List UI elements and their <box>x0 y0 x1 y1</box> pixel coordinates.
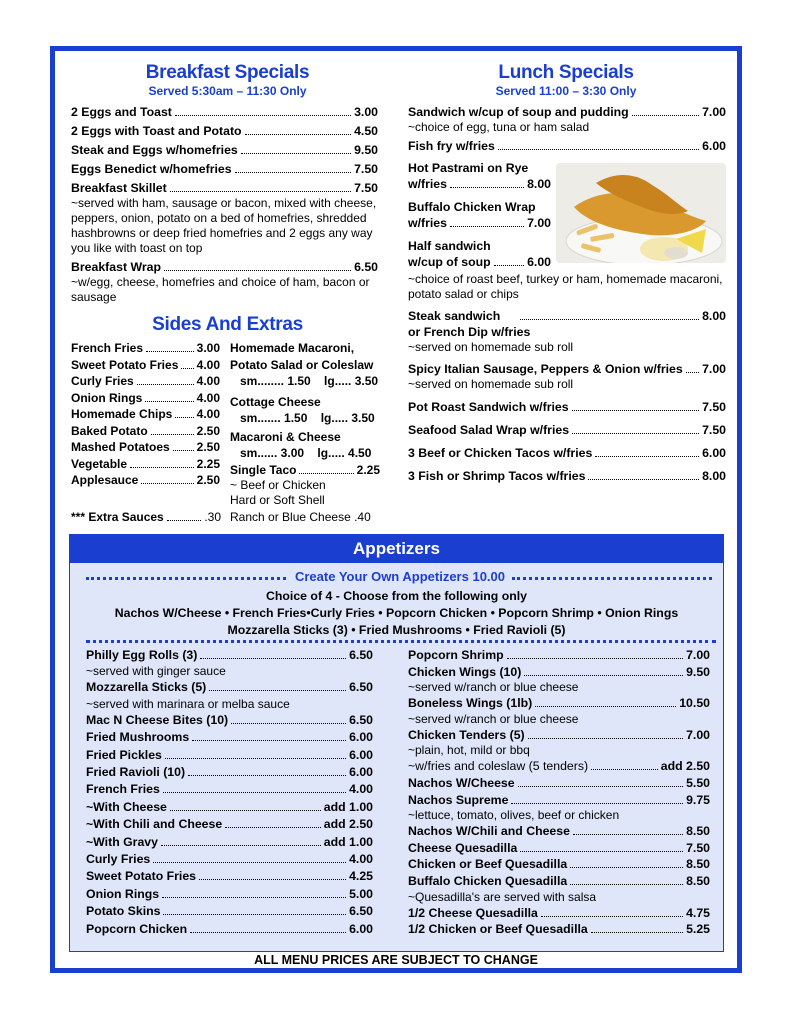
list-item <box>408 468 726 484</box>
lunch-bottom-list <box>408 274 726 484</box>
appetizers-title: Appetizers <box>353 539 440 558</box>
list-item <box>86 851 373 868</box>
list-item <box>71 259 378 275</box>
list-item <box>86 764 373 781</box>
item-name: Buffalo Chicken Quesadilla <box>408 873 568 888</box>
item-price: 5.50 <box>686 775 710 790</box>
list-item <box>408 873 710 890</box>
item-price: 4.75 <box>686 905 710 920</box>
list-item <box>71 180 378 196</box>
item-price: 7.50 <box>686 840 710 855</box>
cottage-prices: sm....... 1.50 lg..... 3.50 <box>240 411 375 425</box>
sides-left-list <box>71 340 220 489</box>
item-price: 2.50 <box>196 473 220 487</box>
item-price: 8.50 <box>686 857 710 872</box>
item-desc: ~served with ginger sauce <box>86 664 226 679</box>
item-name: Baked Potato <box>71 423 148 438</box>
list-item <box>408 792 710 809</box>
item-price: add 1.00 <box>323 799 373 814</box>
options-line-1: Nachos W/Cheese • French Fries•Curly Fries • Popcorn Chicken • Popcorn Shrimp • Onion Rings <box>114 606 679 620</box>
extra-sauces-row <box>71 510 221 525</box>
item-name: Cheese Quesadilla <box>408 840 518 855</box>
list-item <box>86 868 373 885</box>
item-price: 6.00 <box>349 921 373 936</box>
steak-row <box>408 308 726 324</box>
extra-sauces-price: .30 <box>204 510 221 524</box>
item-name: Fried Mushrooms <box>86 730 190 745</box>
fish-and-chips-image <box>556 163 726 263</box>
item-name: 2 Eggs with Toast and Potato <box>71 124 242 138</box>
breakfast-list <box>71 104 378 308</box>
list-item <box>408 399 726 415</box>
item-price: 6.00 <box>349 765 373 780</box>
list-item <box>86 647 373 664</box>
item-price: 6.00 <box>349 747 373 762</box>
item-name: 1/2 Chicken or Beef Quesadilla <box>408 922 588 937</box>
create-own-title: Create Your Own Appetizers <box>294 569 469 584</box>
item-price: 7.00 <box>686 648 710 662</box>
list-item <box>86 834 373 851</box>
item-price: 4.00 <box>196 357 220 372</box>
list-item <box>71 123 378 139</box>
item-price: 9.50 <box>354 143 378 157</box>
item-desc: ~served on homemade sub roll <box>408 377 574 391</box>
item-price: 4.00 <box>349 852 373 867</box>
item-desc: ~served with ham, sausage or bacon, mixed with cheese, peppers, onion, potato on a bed of homefries, shredded hashbrowns or deep fried homefries and 2 eggs any way you like with toast on top <box>71 196 377 255</box>
item-name: Chicken Tenders (5) <box>408 727 525 742</box>
item-desc: ~served w/ranch or blue cheese <box>408 680 579 695</box>
lunch-served: Served 11:00 – 3:30 Only <box>495 84 637 98</box>
list-item <box>71 161 378 177</box>
fish-and-chips-photo <box>556 163 726 263</box>
item-price: 6.00 <box>702 139 726 153</box>
steak-price: 8.00 <box>702 309 726 323</box>
item-price: 7.50 <box>702 423 726 437</box>
list-item <box>408 921 710 938</box>
options-line-2: Mozzarella Sticks (3) • Fried Mushrooms • Fried Ravioli (5) <box>227 623 566 637</box>
choice-text: Choice of 4 - Choose from the following only <box>266 589 527 603</box>
item-name: 1/2 Cheese Quesadilla <box>408 905 538 920</box>
item-price: 7.00 <box>702 362 726 376</box>
half-soup: w/cup of soup <box>408 255 491 269</box>
list-item <box>71 357 220 374</box>
list-item <box>71 472 220 489</box>
item-name: ~With Chili and Cheese <box>86 817 223 832</box>
list-item <box>86 712 373 729</box>
list-item <box>86 886 373 903</box>
item-price: 3.00 <box>196 341 220 355</box>
item-price: add 2.50 <box>323 817 373 832</box>
item-name: Onion Rings <box>71 390 143 405</box>
item-name: Spicy Italian Sausage, Peppers & Onion w/fries <box>408 362 683 376</box>
list-item <box>408 664 710 681</box>
item-name: Seafood Salad Wrap w/fries <box>408 423 570 437</box>
item-name: ~With Gravy <box>86 834 158 849</box>
item-desc: ~served w/ranch or blue cheese <box>408 711 579 726</box>
cottage-title: Cottage Cheese <box>230 394 321 409</box>
item-desc: ~plain, hot, mild or bbq <box>408 743 530 758</box>
half-line-2 <box>408 254 551 270</box>
item-price: 6.50 <box>354 260 378 274</box>
item-name: Nachos W/Cheese <box>408 775 515 790</box>
item-name: Fried Ravioli (10) <box>86 765 186 780</box>
appetizers-header <box>69 534 724 563</box>
appetizers-right-list <box>408 647 710 938</box>
item-price: 8.50 <box>686 824 710 839</box>
item-name: ~w/fries and coleslaw (5 tenders) <box>408 759 589 774</box>
dotted-divider <box>512 577 712 580</box>
lunch-top-list <box>408 104 726 154</box>
item-name: Sweet Potato Fries <box>71 357 179 372</box>
list-item <box>71 340 220 357</box>
breakfast-title: Breakfast Specials <box>145 62 310 83</box>
mac-cheese-title: Macaroni & Cheese <box>230 429 341 444</box>
create-own-heading <box>290 569 510 584</box>
item-price: 3.00 <box>354 105 378 119</box>
item-price: 7.00 <box>686 727 710 742</box>
list-item <box>86 729 373 746</box>
item-name: Eggs Benedict w/homefries <box>71 162 232 176</box>
item-name: Nachos Supreme <box>408 792 509 807</box>
macaroni-prices: sm........ 1.50 lg..... 3.50 <box>240 374 379 388</box>
item-price: 4.00 <box>196 407 220 421</box>
item-price: 8.50 <box>686 873 710 888</box>
item-price: 6.00 <box>702 446 726 460</box>
half-line-1: Half sandwich <box>408 239 491 253</box>
create-own-price: 10.00 <box>472 569 506 584</box>
list-item <box>408 856 710 873</box>
item-name: Fish fry w/fries <box>408 139 495 153</box>
sides-right-list <box>230 340 380 508</box>
lunch-photo-side-list <box>408 160 551 270</box>
item-price: 5.00 <box>349 886 373 901</box>
list-item <box>71 142 378 158</box>
item-name: Breakfast Skillet <box>71 181 167 195</box>
taco-desc-2: Hard or Soft Shell <box>230 493 325 507</box>
dotted-divider <box>86 577 286 580</box>
item-price: 2.50 <box>196 440 220 454</box>
item-price: 8.00 <box>702 469 726 483</box>
item-name: Chicken Wings (10) <box>408 664 522 679</box>
item-name: Boneless Wings (1lb) <box>408 696 533 711</box>
item-price: 4.00 <box>196 374 220 388</box>
steak-line-2: or French Dip w/fries <box>408 325 531 339</box>
list-item <box>86 816 373 833</box>
item-name: Mac N Cheese Bites (10) <box>86 712 229 727</box>
list-item <box>408 138 726 154</box>
buffalo-line-1: Buffalo Chicken Wrap <box>408 200 536 214</box>
list-item <box>408 823 710 840</box>
item-desc: ~Quesadilla's are served with salsa <box>408 889 597 904</box>
list-item <box>71 390 220 407</box>
item-name: Sandwich w/cup of soup and pudding <box>408 105 629 119</box>
taco-desc-1: ~ Beef or Chicken <box>230 478 326 492</box>
item-price: 7.00 <box>702 105 726 119</box>
item-price: add 2.50 <box>660 759 710 774</box>
item-desc: ~served with marinara or melba sauce <box>86 696 290 711</box>
list-item <box>408 775 710 792</box>
item-name: Nachos W/Chili and Cheese <box>408 824 570 839</box>
macaroni-title-2: Potato Salad or Coleslaw <box>230 357 374 372</box>
item-price: 4.25 <box>349 869 373 884</box>
list-item <box>86 747 373 764</box>
list-item <box>71 373 220 390</box>
dotted-divider <box>86 640 716 643</box>
pastrami-price: 8.00 <box>527 177 551 191</box>
item-price: 9.75 <box>686 792 710 807</box>
buffalo-line-2 <box>408 215 551 231</box>
pastrami-line-2 <box>408 176 551 192</box>
breakfast-served: Served 5:30am – 11:30 Only <box>148 84 307 98</box>
item-name: ~With Cheese <box>86 799 167 814</box>
item-price: 6.50 <box>349 680 373 695</box>
item-desc: ~choice of egg, tuna or ham salad <box>408 120 590 134</box>
list-item <box>408 905 710 922</box>
item-price: 4.00 <box>349 782 373 797</box>
item-name: Chicken or Beef Quesadilla <box>408 857 568 872</box>
item-desc: ~w/egg, cheese, homefries and choice of ham, bacon or sausage <box>71 275 370 304</box>
item-name: Homemade Chips <box>71 407 173 421</box>
ranch-row <box>230 510 380 524</box>
item-name: Curly Fries <box>86 852 151 867</box>
list-item <box>71 439 220 456</box>
item-name: 2 Eggs and Toast <box>71 105 172 119</box>
list-item <box>86 921 373 938</box>
item-price: 7.50 <box>702 400 726 414</box>
sides-title: Sides And Extras <box>152 314 303 335</box>
item-price: 6.50 <box>349 904 373 919</box>
item-price: 6.50 <box>349 712 373 727</box>
item-name: French Fries <box>86 782 160 797</box>
item-price: 7.50 <box>354 162 378 176</box>
list-item <box>71 423 220 440</box>
half-desc: ~choice of roast beef, turkey or ham, homemade macaroni, potato salad or chips <box>408 272 723 301</box>
list-item <box>71 456 220 473</box>
single-taco-row <box>230 462 380 479</box>
item-price: 4.50 <box>354 124 378 138</box>
steak-name: Steak sandwich <box>408 309 501 323</box>
item-name: 3 Beef or Chicken Tacos w/fries <box>408 446 593 460</box>
list-item <box>71 104 378 120</box>
item-price: 2.25 <box>196 456 220 471</box>
item-name: 3 Fish or Shrimp Tacos w/fries <box>408 469 586 483</box>
item-price: 7.50 <box>354 181 378 195</box>
item-name: Popcorn Chicken <box>86 921 188 936</box>
list-item <box>408 727 710 744</box>
list-item <box>408 361 726 377</box>
single-taco-name: Single Taco <box>230 462 297 477</box>
item-price: 9.50 <box>686 664 710 679</box>
pastrami-line-1: Hot Pastrami on Rye <box>408 161 529 175</box>
item-name: French Fries <box>71 341 144 355</box>
list-item <box>86 781 373 798</box>
item-price: 6.00 <box>349 730 373 745</box>
item-name: Vegetable <box>71 456 128 471</box>
steak-desc: ~served on homemade sub roll <box>408 340 574 354</box>
item-price: 4.00 <box>196 390 220 405</box>
item-price: add 1.00 <box>323 834 373 849</box>
list-item <box>408 695 710 712</box>
item-desc: ~lettuce, tomato, olives, beef or chicken <box>408 808 620 823</box>
item-name: Sweet Potato Fries <box>86 869 197 884</box>
list-item <box>408 840 710 857</box>
list-item <box>408 445 726 461</box>
appetizers-left-list <box>86 647 373 938</box>
pastrami-fries: w/fries <box>408 177 447 191</box>
item-price: 10.50 <box>679 696 710 711</box>
item-name: Pot Roast Sandwich w/fries <box>408 400 569 414</box>
extra-sauces-label: *** Extra Sauces <box>71 510 164 524</box>
macaroni-title: Homemade Macaroni, <box>230 341 355 355</box>
item-price: 2.50 <box>196 423 220 438</box>
item-name: Steak and Eggs w/homefries <box>71 143 238 157</box>
ranch-price: .40 <box>354 510 371 524</box>
item-name: Onion Rings <box>86 886 160 901</box>
item-name: Applesauce <box>71 473 139 487</box>
list-item <box>86 799 373 816</box>
item-price: 5.25 <box>686 922 710 937</box>
list-item <box>86 679 373 696</box>
buffalo-price: 7.00 <box>527 216 551 230</box>
mac-cheese-prices: sm...... 3.00 lg..... 4.50 <box>240 446 372 460</box>
item-name: Curly Fries <box>71 374 134 388</box>
item-name: Philly Egg Rolls (3) <box>86 648 198 662</box>
ranch-label: Ranch or Blue Cheese <box>230 510 351 524</box>
buffalo-fries: w/fries <box>408 216 447 230</box>
half-price: 6.00 <box>527 255 551 269</box>
footer-note: ALL MENU PRICES ARE SUBJECT TO CHANGE <box>254 953 538 967</box>
list-item <box>408 422 726 438</box>
item-name: Potato Skins <box>86 904 161 919</box>
item-name: Fried Pickles <box>86 747 162 762</box>
list-item <box>71 406 220 423</box>
list-item <box>86 903 373 920</box>
item-price: 6.50 <box>349 648 373 662</box>
list-item <box>408 104 726 120</box>
item-name: Mashed Potatoes <box>71 440 170 454</box>
list-item <box>408 758 710 775</box>
item-name: Mozzarella Sticks (5) <box>86 680 207 695</box>
lunch-title: Lunch Specials <box>498 62 634 83</box>
list-item <box>408 647 710 664</box>
item-name: Breakfast Wrap <box>71 260 161 274</box>
item-name: Popcorn Shrimp <box>408 648 504 662</box>
single-taco-price: 2.25 <box>356 462 380 477</box>
